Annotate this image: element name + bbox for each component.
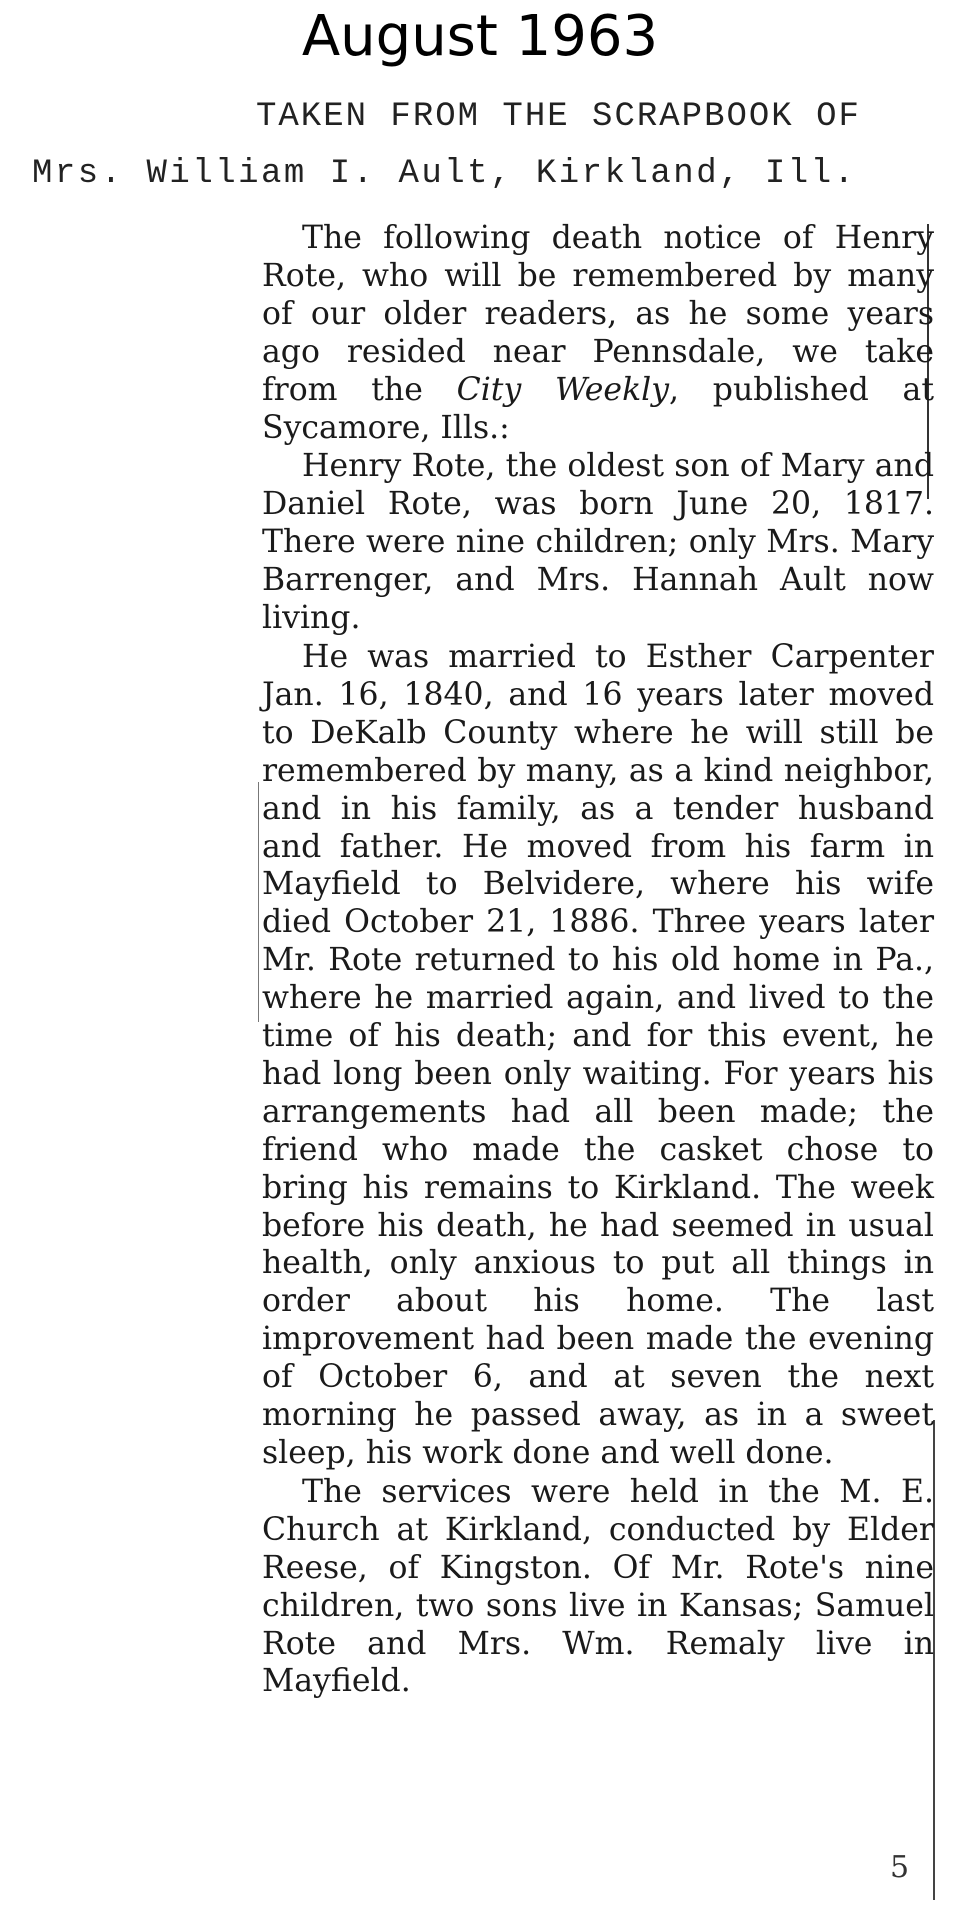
intro-paragraph <box>262 220 934 447</box>
page-number-mark: 5 <box>890 1850 910 1885</box>
intro-text-end: , published at Sycamore, Ills.: <box>262 371 934 446</box>
newspaper-clipping <box>262 220 934 1701</box>
clipping-border-left <box>258 782 259 1022</box>
scrapbook-source-line: TAKEN FROM THE SCRAPBOOK OF <box>256 98 861 136</box>
obituary-paragraph-services: The services were held in the M. E. Church at Kirkland, conducted by Elder Reese, of Kingston. Of Mr. Rote's nine children, two sons live in Kansas; Samuel Rote and Mrs. Wm. Remaly live in Mayfield. <box>262 1473 934 1700</box>
intro-text: The following death notice of Henry Rote, who will be remembered by many of our older readers, as he some years ago resided near Pennsdale, we take from the <box>262 220 934 408</box>
newspaper-name: City Weekly <box>456 371 670 408</box>
obituary-paragraph-birth: Henry Rote, the oldest son of Mary and Daniel Rote, was born June 20, 1817. There were nine children; only Mrs. Mary Barrenger, and Mrs. Hannah Ault now living. <box>262 448 934 637</box>
scrapbook-owner-line: Mrs. William I. Ault, Kirkland, Ill. <box>32 155 857 193</box>
obituary-paragraph-life: He was married to Esther Carpenter Jan. 16, 1840, and 16 years later moved to DeKalb County where he will still be remembered by many, as a kind neighbor, and in his family, as a tender husband and father. He moved from his farm in Mayfield to Belvidere, where his wife died October 21, 1886. Three years later Mr. Rote returned to his old home in Pa., where he married again, and lived to the time of his death; and for this event, he had long been only waiting. For years his arrangements had all been made; the friend who made the casket chose to bring his remains to Kirkland. The week before his death, he had seemed in usual health, only anxious to put all things in order about his home. The last improvement had been made the evening of October 6, and at seven the next morning he passed away, as in a sweet sleep, his work done and well done. <box>262 638 934 1471</box>
page-date-heading: August 1963 <box>301 4 659 69</box>
